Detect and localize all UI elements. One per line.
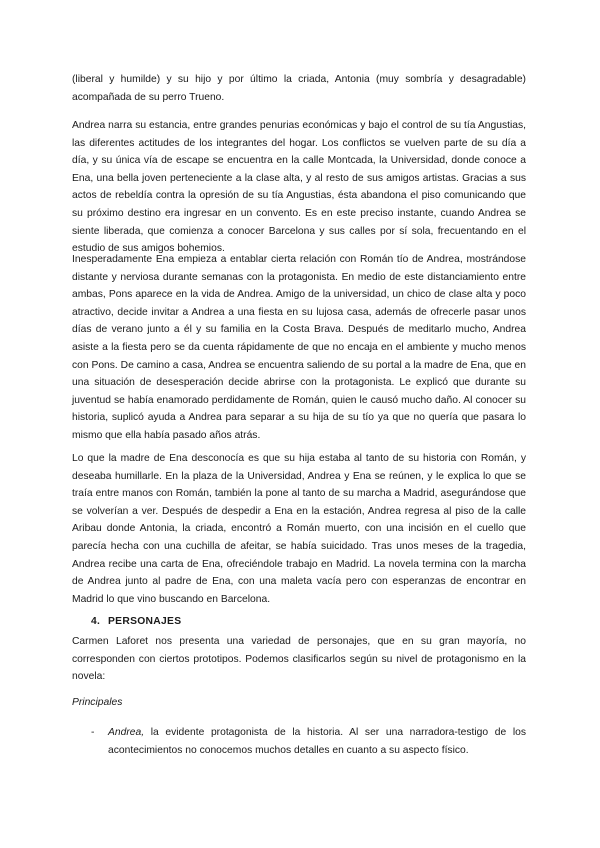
list-item [91,724,526,759]
character-name: Andrea, [108,727,145,738]
character-description: la evidente protagonista de la historia. Al ser una narradora-testigo de los acontecimientos no conocemos muchos detalles en cuanto a su aspecto físico. [108,727,526,756]
section-number: 4. [91,616,101,627]
bullet-marker: - [91,727,95,738]
section-intro: Carmen Laforet nos presenta una variedad de personajes, que en su gran mayoría, no corresponden con ciertos prototipos. Podemos clasificarlos según su nivel de protagonismo en la novela: [72,636,526,683]
bullet-text [108,724,526,759]
section-title: PERSONAJES [108,616,182,627]
body-paragraph-3: Inesperadamente Ena empieza a entablar cierta relación con Román tío de Andrea, mostrándose distante y nerviosa durante semanas con la protagonista. En medio de este distanciamiento entre ambas, Pons aparece en la vida de Andrea. Amigo de la universidad, un chico de clase alta y poco atractivo, decide invitar a Andrea a una fiesta en su lujosa casa, además de ofrecerle pasar unos días de verano junto a él y su familia en la Costa Brava. Después de meditarlo mucho, Andrea asiste a la fiesta pero se da cuenta rápidamente de que no encaja en el ambiente y mucho menos con Pons. De camino a casa, Andrea se encuentra saliendo de su portal a la madre de Ena, que en una situación de desesperación decide abrirse con la protagonista. Le explicó que durante su juventud se había enamorado perdidamente de Román, quien le causó mucho daño. Al conocer su historia, suplicó ayuda a Andrea para separar a su hija de su tío ya que no quería que pasara lo mismo que ella había pasado años atrás. [72,254,526,441]
body-paragraph-4: Lo que la madre de Ena desconocía es que su hija estaba al tanto de su historia con Román, y deseaba humillarle. En la plaza de la Universidad, Andrea y Ena se reúnen, y le explica lo que se traía entre manos con Román, también la pone al tanto de su marcha a Madrid, asegurándose que se volverían a ver. Después de despedir a Ena en la estación, Andrea regresa al piso de la calle Aribau donde Antonia, la criada, encontró a Román muerto, con una incisión en el cuello que parecía hecha con una cuchilla de afeitar, se había suicidado. Tras unos meses de la tragedia, Andrea recibe una carta de Ena, ofreciéndole trabajo en Madrid. La novela termina con la marcha de Andrea junto al padre de Ena, con una maleta vacía pero con esperanzas de encontrar en Madrid lo que vino buscando en Barcelona. [72,453,526,605]
subheading-principales: Principales [72,697,123,708]
body-paragraph-1: (liberal y humilde) y su hijo y por último la criada, Antonia (muy sombría y desagradable) acompañada de su perro Trueno. [72,74,526,103]
body-paragraph-2: Andrea narra su estancia, entre grandes penurias económicas y bajo el control de su tía Angustias, las diferentes actitudes de los integrantes del hogar. Los conflictos se vuelven parte de su día a día, y su única vía de escape se encuentra en la calle Montcada, la Universidad, donde conoce a Ena, una bella joven perteneciente a la clase alta, y al resto de sus amigos artistas. Gracias a sus actos de rebeldía contra la opresión de su tía Angustias, ésta abandona el piso comunicando que su próximo destino era ingresar en un convento. Es en este preciso instante, cuando Andrea se siente liberada, que comienza a conocer Barcelona y sus calles por sí sola, frecuentando en el estudio de sus amigos bohemios. [72,120,526,255]
section-heading [91,616,181,627]
